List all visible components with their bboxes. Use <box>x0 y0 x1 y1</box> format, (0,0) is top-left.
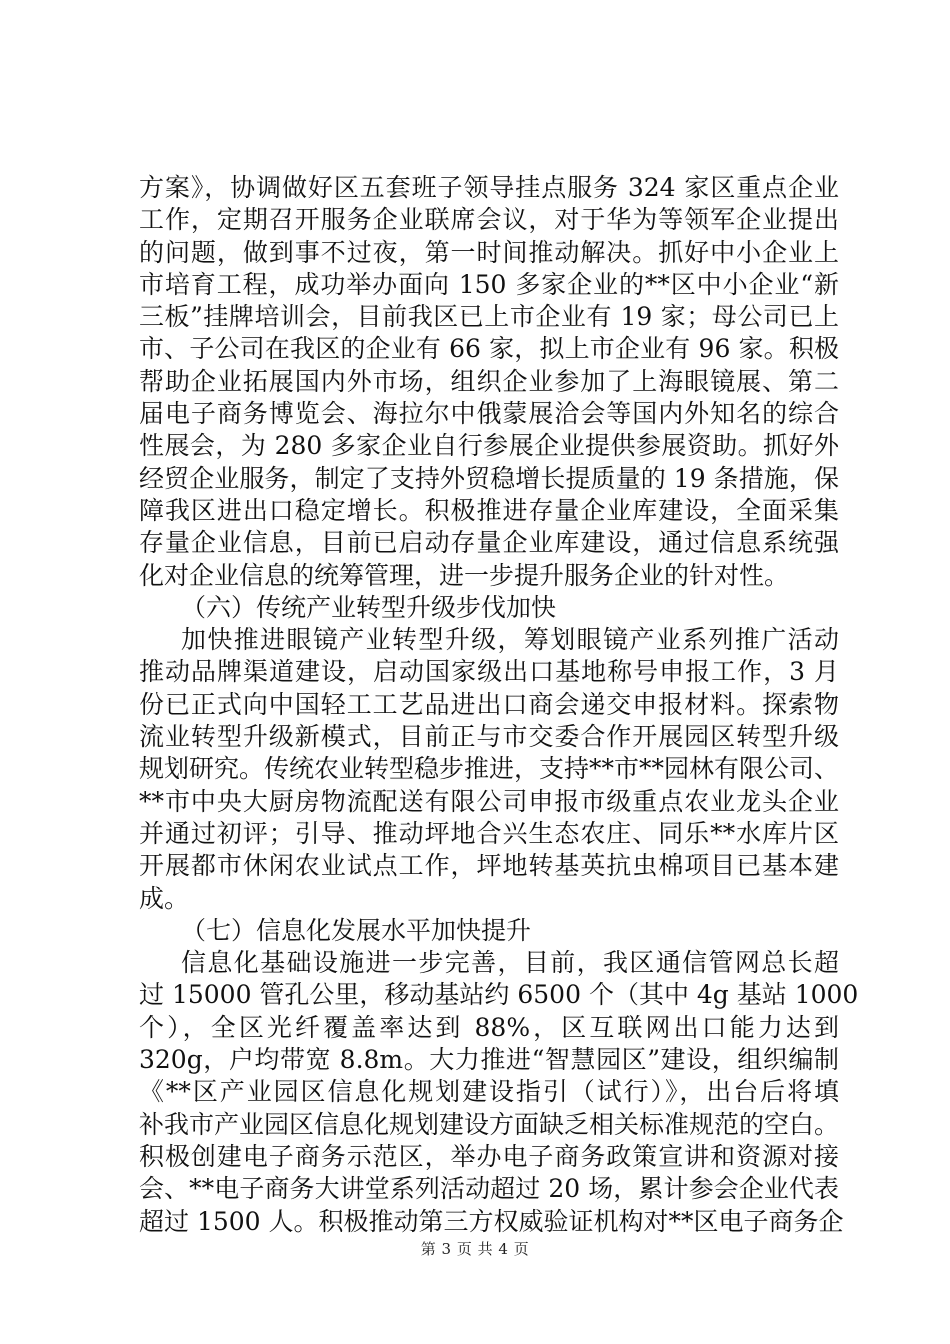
text-line: 份已正式向中国轻工工艺品进出口商会递交申报材料。探索物 <box>139 689 839 719</box>
paragraph-first-line: 信息化基础设施进一步完善，目前，我区通信管网总长超 <box>181 948 839 978</box>
document-body <box>139 172 859 1238</box>
text-line: 方案》，协调做好区五套班子领导挂点服务 324 家区重点企业 <box>139 173 839 202</box>
text-line: **市中央大厨房物流配送有限公司申报市级重点农业龙头企业 <box>139 786 839 816</box>
text-line: 个），全区光纤覆盖率达到 88%，区互联网出口能力达到 <box>139 1012 839 1042</box>
text-line: 推动品牌渠道建设，启动国家级出口基地称号申报工作，3 月 <box>139 657 839 687</box>
text-line: 规划研究。传统农业转型稳步推进，支持**市**园林有限公司、 <box>139 754 840 784</box>
text-line: 开展都市休闲农业试点工作，坪地转基英抗虫棉项目已基本建 <box>139 851 839 881</box>
text-line: 积极创建电子商务示范区，举办电子商务政策宣讲和资源对接 <box>139 1141 839 1171</box>
text-line: 过 15000 管孔公里，移动基站约 6500 个（其中 4g 基站 1000 <box>139 980 859 1010</box>
text-line: 320g，户均带宽 8.8m。大力推进“智慧园区”建设，组织编制 <box>139 1045 839 1075</box>
page-footer: 第 3 页 共 4 页 <box>420 1240 530 1258</box>
text-line: 届电子商务博览会、海拉尔中俄蒙展洽会等国内外知名的综合 <box>139 399 839 429</box>
text-line: 工作，定期召开服务企业联席会议，对于华为等领军企业提出 <box>139 205 839 235</box>
text-line: 成。 <box>139 883 190 913</box>
text-line: 的问题，做到事不过夜，第一时间推动解决。抓好中小企业上 <box>139 237 839 267</box>
text-line: 障我区进出口稳定增长。积极推进存量企业库建设，全面采集 <box>139 495 839 525</box>
section-heading: （六）传统产业转型升级步伐加快 <box>181 592 557 622</box>
text-line: 存量企业信息，目前已启动存量企业库建设，通过信息系统强 <box>139 528 839 558</box>
text-line: 经贸企业服务，制定了支持外贸稳增长提质量的 19 条措施，保 <box>139 463 839 493</box>
text-line: 三板”挂牌培训会，目前我区已上市企业有 19 家；母公司已上 <box>139 302 839 332</box>
text-line: 市、子公司在我区的企业有 66 家，拟上市企业有 96 家。积极 <box>139 334 839 364</box>
paragraph-first-line: 加快推进眼镜产业转型升级，筹划眼镜产业系列推广活动 <box>181 625 839 655</box>
text-line: 会、**电子商务大讲堂系列活动超过 20 场，累计参会企业代表 <box>139 1174 839 1204</box>
text-line: 化对企业信息的统筹管理，进一步提升服务企业的针对性。 <box>139 560 790 590</box>
text-line: 并通过初评；引导、推动坪地合兴生态农庄、同乐**水库片区 <box>139 818 839 848</box>
text-line: 流业转型升级新模式，目前正与市交委合作开展园区转型升级 <box>139 722 839 752</box>
text-line: 超过 1500 人。积极推动第三方权威验证机构对**区电子商务企 <box>139 1206 844 1236</box>
text-line: 补我市产业园区信息化规划建设方面缺乏相关标准规范的空白。 <box>139 1109 840 1139</box>
text-line: 帮助企业拓展国内外市场，组织企业参加了上海眼镜展、第二 <box>139 366 839 396</box>
text-line: 性展会，为 280 多家企业自行参展企业提供参展资助。抓好外 <box>139 431 839 461</box>
text-line: 《**区产业园区信息化规划建设指引（试行）》，出台后将填 <box>139 1077 839 1107</box>
text-line: 市培育工程，成功举办面向 150 多家企业的**区中小企业“新 <box>139 269 839 299</box>
section-heading: （七）信息化发展水平加快提升 <box>181 915 532 945</box>
